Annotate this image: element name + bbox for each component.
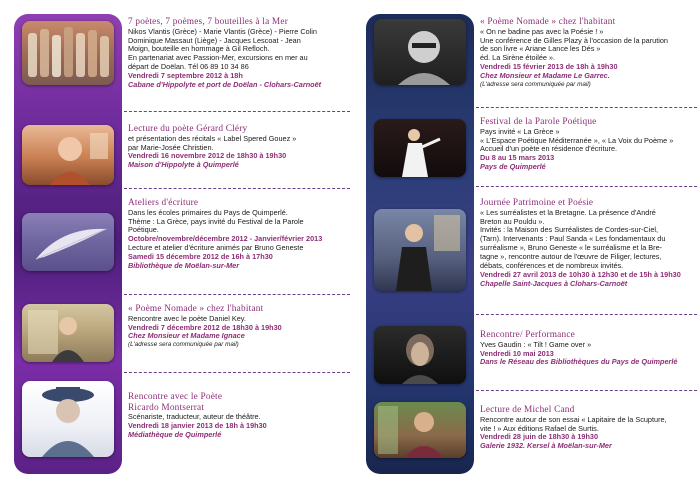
michel-cand-photo	[374, 402, 466, 458]
event-date: Vendredi 18 janvier 2013 de 18h à 19h30	[128, 421, 267, 431]
dashed-separator	[476, 107, 699, 108]
event-body-line: par Marie-Josée Christien.	[128, 142, 214, 152]
speaker-portrait-photo	[374, 209, 466, 291]
event-body-line: « On ne badine pas avec la Poésie ! »	[480, 26, 604, 36]
event-body-line: Rencontre avec le poète Daniel Key.	[128, 313, 246, 323]
event-date: Samedi 15 décembre 2012 de 16h à 17h30	[128, 252, 273, 262]
event-entry	[480, 17, 699, 88]
left-column	[14, 14, 350, 474]
event-body-line: Accueil d'un poète en résidence d'écriture.	[480, 144, 618, 154]
gilles-plazy-photo	[374, 19, 466, 85]
event-body-line: débats, conférences et de nombreux invités.	[480, 261, 624, 271]
event-body-line: Pays invité « La Grèce »	[480, 126, 560, 136]
event-body-line: Invités : la Maison des Surréalistes de Cordes-sur-Ciel,	[480, 225, 659, 235]
event-body-line: Scénariste, traducteur, auteur de théâtre.	[128, 412, 261, 422]
event-date: Vendredi 15 février 2013 de 18h à 19h30	[480, 62, 618, 72]
event-body-line: Moign, bouteille en hommage à Gil Refloch.	[128, 44, 270, 54]
event-date: Vendredi 16 novembre 2012 de 18h30 à 19h30	[128, 151, 287, 161]
event-body-line: et présentation des récitals « Label Spered Gouez »	[128, 133, 297, 143]
event-place: Bibliothèque de Moëlan-sur-Mer	[128, 261, 240, 271]
event-body-line: Thème : La Grèce, pays invité du Festival de la Parole	[128, 216, 304, 226]
event-place: Maison d'Hippolyte à Quimperlé	[128, 160, 239, 170]
event-entry	[480, 405, 699, 451]
event-body-line: (Tarn). Intervenants : Paul Sanda « Les fondamentaux du	[480, 234, 666, 244]
event-body-line: « Les surréalistes et la Bretagne. La présence d'André	[480, 207, 656, 217]
dashed-separator	[124, 294, 350, 295]
event-date: Octobre/novembre/décembre 2012 - Janvier/février 2013	[128, 234, 323, 244]
event-place: Dans le Réseau des Bibliothèques du Pays de Quimperlé	[480, 357, 678, 367]
event-place: Cabane d'Hippolyte et port de Doëlan - Clohars-Carnoët	[128, 80, 322, 90]
event-body-line: Nikos Vlantis (Grèce) - Marie Vlantis (Grèce) - Pierre Colin	[128, 26, 317, 36]
event-body-line: Breton au Pouldu ».	[480, 216, 545, 226]
event-place: Médiathèque de Quimperlé	[128, 430, 222, 439]
event-title: Lecture de Michel Cand	[480, 405, 575, 415]
event-note: (L'adresse sera communiquée par mail)	[128, 341, 239, 349]
feather-quill-photo	[22, 213, 114, 271]
event-entry	[128, 17, 350, 90]
event-body-line: éd. La Sirène étoilée ».	[480, 53, 556, 63]
daniel-key-photo	[22, 304, 114, 362]
event-place: Galerie 1932. Kersel à Moëlan-sur-Mer	[480, 441, 612, 451]
event-body-line: surréalisme », Bruno Geneste « le surréalisme et la Bre-	[480, 243, 663, 253]
event-title: Lecture du poète Gérard Cléry	[128, 124, 248, 134]
event-body-line: Dans les écoles primaires du Pays de Quimperlé.	[128, 207, 288, 217]
event-title: Ateliers d'écriture	[128, 198, 199, 208]
event-date: Vendredi 10 mai 2013	[480, 348, 554, 358]
dashed-separator	[124, 372, 350, 373]
event-body-line: « L'Espace Poétique Méditerranée », « La Voix du Poème »	[480, 135, 674, 145]
event-body-line: Yves Gaudin : « Tilt ! Game over »	[480, 339, 592, 349]
event-place: Pays de Quimperlé	[480, 162, 546, 172]
event-body-line: tagne », rencontre autour de l'œuvre de Filiger, lectures,	[480, 252, 662, 262]
event-title: Rencontre/ Performance	[480, 330, 576, 340]
event-entry	[128, 304, 350, 349]
event-date: Vendredi 7 septembre 2012 à 18h	[128, 71, 243, 81]
event-title: « Poème Nomade » chez l'habitant	[480, 17, 616, 27]
event-date: Vendredi 27 avril 2013 de 10h30 à 12h30 et de 15h à 19h30	[480, 269, 681, 279]
event-title: Journée Patrimoine et Poésie	[480, 198, 594, 208]
event-body-line: En partenariat avec Passion-Mer, excursions en mer au	[128, 53, 308, 63]
event-note: (L'adresse sera communiquée par mail)	[480, 81, 591, 89]
event-entry	[480, 330, 699, 367]
event-title: 7 poètes, 7 poèmes, 7 bouteilles à la Mer	[128, 17, 289, 27]
dashed-separator	[124, 188, 350, 189]
yves-gaudin-photo	[374, 326, 466, 384]
right-column	[366, 14, 699, 474]
poet-portrait-photo	[22, 125, 114, 185]
event-date: Vendredi 7 décembre 2012 de 18h30 à 19h30	[128, 322, 282, 332]
dashed-separator	[476, 186, 699, 187]
event-title: Festival de la Parole Poétique	[480, 117, 597, 127]
event-entry	[480, 198, 699, 289]
dashed-separator	[476, 314, 699, 315]
event-entry	[128, 198, 350, 271]
event-date: Du 8 au 15 mars 2013	[480, 153, 555, 163]
event-place: Chez Monsieur et Madame Ignace	[128, 331, 245, 341]
event-date: Vendredi 28 juin de 18h30 à 19h30	[480, 432, 599, 442]
dashed-separator	[124, 111, 350, 112]
event-title: « Poème Nomade » chez l'habitant	[128, 304, 264, 314]
event-body-line: vite ! » Aux éditions Rafael de Surtis.	[480, 423, 599, 433]
event-entry	[128, 392, 350, 440]
event-body-line: Une conférence de Gilles Plazy à l'occasion de la parution	[480, 35, 668, 45]
event-body-line: Rencontre autour de son essai « Lapitaire de la Scupture,	[480, 414, 667, 424]
event-body-line: départ de Doëlan. Tél 06 89 10 34 86	[128, 62, 249, 72]
event-body-line: Dominique Massaut (Liège) - Jacques Lescoat - Jean	[128, 35, 301, 45]
dashed-separator	[476, 390, 699, 391]
event-entry	[480, 117, 699, 172]
event-entry	[128, 124, 350, 170]
event-title: Rencontre avec le Poète	[128, 392, 223, 402]
ricardo-montserrat-photo	[22, 381, 114, 457]
event-place: Chez Monsieur et Madame Le Garrec.	[480, 71, 610, 81]
stage-performance-photo	[374, 119, 466, 177]
event-title-line2: Ricardo Montserrat	[128, 402, 205, 413]
event-place: Chapelle Saint-Jacques à Clohars-Carnoët	[480, 278, 628, 288]
event-body-line: Poétique.	[128, 225, 159, 235]
event-body-line: de son livre « Ariane Lance les Dés »	[480, 44, 601, 54]
bottles-photo	[22, 21, 114, 85]
event-body-line: Lecture et atelier d'écriture animés par Bruno Geneste	[128, 243, 304, 253]
